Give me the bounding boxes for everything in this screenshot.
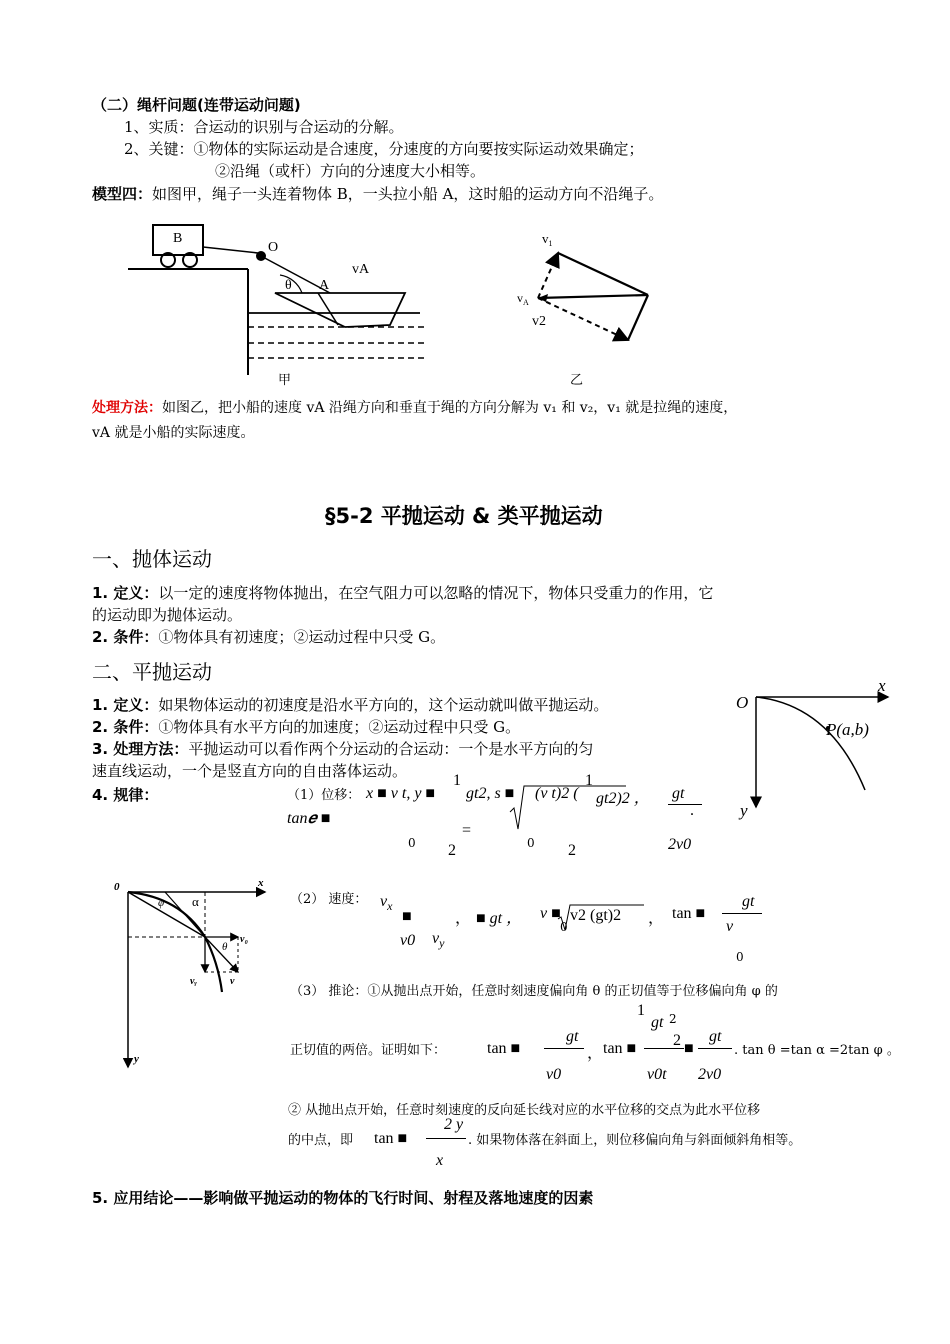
- label-vA: vA: [352, 262, 370, 277]
- law1-sub0b: 0: [527, 836, 535, 850]
- law1-sqrt: (v t)2 (: [535, 785, 579, 802]
- vel-label-theta: θ: [222, 941, 228, 953]
- law3-line-4b: . 如果物体落在斜面上，则位移偏向角与斜面倾斜角相等。: [468, 1133, 802, 1148]
- label-O: O: [736, 693, 749, 712]
- law3-line-4a: 的中点，即: [288, 1133, 354, 1148]
- graph-velocity: [110, 872, 275, 1072]
- label-x: x: [878, 676, 886, 695]
- law2-frac-bar: [722, 913, 762, 914]
- law3-box3: ■: [684, 1040, 694, 1057]
- key-line: 2、关键：①物体的实际运动是合速度，分速度的方向要按实际运动效果确定；: [124, 140, 644, 158]
- model-text: 如图甲，绳子一头连着物体 B，一头拉小船 A，这时船的运动方向不沿绳子。: [152, 185, 664, 203]
- law1-denominator: 2v0: [668, 836, 692, 853]
- v2-vector: [538, 298, 628, 340]
- vel-label-phi: φ: [158, 897, 165, 909]
- velocity-extension: [165, 892, 205, 937]
- law1-prefix: （1）位移：: [287, 788, 361, 803]
- caption-yi: 乙: [570, 373, 584, 388]
- part2-method: 3. 处理方法：平抛运动可以看作两个分运动的合运动：一个是水平方向的匀: [92, 740, 594, 758]
- law1-tan: tan𝒆 ■: [287, 810, 331, 827]
- label-theta: θ: [285, 278, 292, 293]
- model-line: [92, 184, 663, 205]
- vel-label-y: y: [134, 1053, 139, 1065]
- label-B: B: [173, 231, 183, 246]
- law3-2y: 2 y: [444, 1116, 464, 1133]
- method-label: 处理方法：: [92, 400, 162, 416]
- law2-den: v: [726, 918, 734, 935]
- part1-def-2: 的运动即为抛体运动。: [92, 606, 243, 624]
- law-label: 4. 规律：: [92, 786, 159, 804]
- method-line-1: [92, 398, 737, 418]
- vel-label-O: 0: [114, 881, 120, 893]
- law1-formula-b: gt2, s ■: [466, 785, 515, 802]
- vel-label-x: x: [258, 877, 264, 889]
- part2-method-2: 速直线运动，一个是竖直方向的自由落体运动。: [92, 762, 408, 780]
- law3-bar3: [698, 1048, 732, 1049]
- law3-sq: 2: [669, 1012, 677, 1026]
- law3-den2: v0t: [647, 1066, 667, 1083]
- method-line-2: vA 就是小船的实际速度。: [92, 425, 255, 441]
- law2-num: gt: [742, 893, 755, 910]
- law1-numerator: gt: [672, 785, 685, 802]
- method-text: 如图乙，把小船的速度 vA 沿绳方向和垂直于绳的方向分解为 v₁ 和 v₂，v₁ 就是拉绳的速度，: [162, 400, 738, 416]
- graph-trajectory: [730, 675, 900, 825]
- law2-vx: $v_x$: [380, 893, 393, 914]
- law2-sqrt: v2 (gt)2: [570, 907, 622, 924]
- figure-yi: [510, 225, 670, 355]
- rope-upper: [203, 247, 258, 253]
- law3-two: 2: [673, 1032, 681, 1049]
- label-A: A: [319, 278, 330, 293]
- law1-sub0a: 0: [408, 836, 416, 850]
- law2-gt: ■ gt ，: [476, 910, 523, 927]
- law1-dot: .: [690, 802, 694, 819]
- part2-def: 1. 定义：如果物体运动的初速度是沿水平方向的，这个运动就叫做平抛运动。: [92, 696, 609, 714]
- vel-label-alpha: α: [192, 894, 199, 909]
- law3-bar2: [644, 1048, 684, 1049]
- law3-result: . tan θ =tan α =2tan φ 。: [734, 1043, 900, 1058]
- boat: [275, 293, 405, 327]
- law2-prefix: （2） 速度：: [290, 892, 368, 907]
- label-y: y: [740, 801, 748, 820]
- essence-line: 1、实质：合运动的识别与合运动的分解。: [124, 118, 404, 136]
- law3-tan1: tan ■: [487, 1040, 521, 1057]
- law3-gt3: gt: [709, 1028, 722, 1045]
- vel-label-v: v: [230, 976, 235, 987]
- label-v2: v2: [532, 314, 546, 329]
- law3-bar1: [544, 1048, 584, 1049]
- law3-gt2: gt: [651, 1014, 664, 1031]
- vel-trajectory: [128, 892, 222, 992]
- law2-v-eq: v ■: [540, 905, 561, 922]
- law1-formula-a: x ■ v t, y ■: [366, 785, 436, 802]
- chapter-title: §5-2 平抛运动 & 类平抛运动: [325, 504, 603, 528]
- section-heading: （二）绳杆问题(连带运动问题): [92, 96, 301, 114]
- law3-line-1: （3） 推论：①从抛出点开始，任意时刻速度偏向角 θ 的正切值等于位移偏向角 φ 的: [290, 984, 778, 999]
- figure-jia: [120, 215, 440, 395]
- law1-den2a: 2: [448, 842, 456, 859]
- law1-formula-c: gt2)2 ，: [596, 790, 650, 807]
- law2-den-sub: 0: [736, 950, 744, 964]
- trajectory-curve: [756, 697, 865, 790]
- law1-den2b: 2: [568, 842, 576, 859]
- law2-box1: ■: [402, 908, 412, 925]
- law2-comma2: ，: [648, 910, 665, 927]
- law3-den3: 2v0: [698, 1066, 722, 1083]
- law1-half: 1: [453, 772, 461, 789]
- part2-heading: 二、平抛运动: [92, 660, 212, 684]
- law3-den1: v0: [546, 1066, 562, 1083]
- law1-half-2: 1: [585, 772, 593, 789]
- vA-vector: [538, 295, 648, 298]
- law2-comma1: ，: [455, 910, 472, 927]
- key-line-2: ②沿绳（或杆）方向的分速度大小相等。: [215, 162, 486, 180]
- parallelogram-top: [558, 253, 648, 295]
- part1-cond: 2. 条件：①物体具有初速度；②运动过程中只受 G。: [92, 628, 446, 646]
- law3-tan2: tan ■: [603, 1040, 637, 1057]
- law2-vy: $v_y$: [432, 930, 445, 951]
- model-label: 模型四：: [92, 185, 153, 203]
- law3-half: 1: [637, 1002, 645, 1019]
- law2-v0: v0: [400, 932, 416, 949]
- vel-label-v0: v₀: [240, 934, 248, 945]
- law3-bar4: [426, 1138, 466, 1139]
- law2-tan: tan ■: [672, 905, 706, 922]
- law1-eq: =: [462, 822, 472, 839]
- part2-cond: 2. 条件：①物体具有水平方向的加速度；②运动过程中只受 G。: [92, 718, 521, 736]
- label-O: O: [268, 240, 279, 255]
- law3-line-2: 正切值的两倍。证明如下：: [290, 1043, 447, 1058]
- v1-vector: [538, 253, 558, 298]
- parallelogram-right: [628, 295, 648, 340]
- caption-jia: 甲: [278, 373, 292, 388]
- law3-gt1: gt: [566, 1028, 579, 1045]
- vel-label-vy: vᵧ: [190, 976, 197, 987]
- label-P: P(a,b): [826, 720, 869, 739]
- law3-comma: ，: [587, 1045, 604, 1062]
- law2-sqrt-sub: 0: [560, 920, 568, 934]
- law3-x: x: [436, 1152, 444, 1169]
- law3-line-3: ② 从抛出点开始，任意时刻速度的反向延长线对应的水平位移的交点为此水平位移: [288, 1103, 761, 1118]
- law1-fraction-bar: [668, 804, 702, 805]
- law3-tan3: tan ■: [374, 1130, 408, 1147]
- part5-heading: 5. 应用结论——影响做平抛运动的物体的飞行时间、射程及落地速度的因素: [92, 1189, 594, 1207]
- part1-heading: 一、抛体运动: [92, 547, 212, 571]
- label-vA: $v_A$: [517, 291, 529, 307]
- part1-def: 1. 定义：以一定的速度将物体抛出，在空气阻力可以忽略的情况下，物体只受重力的作用，它: [92, 584, 714, 602]
- label-v1: $v_1$: [542, 231, 553, 248]
